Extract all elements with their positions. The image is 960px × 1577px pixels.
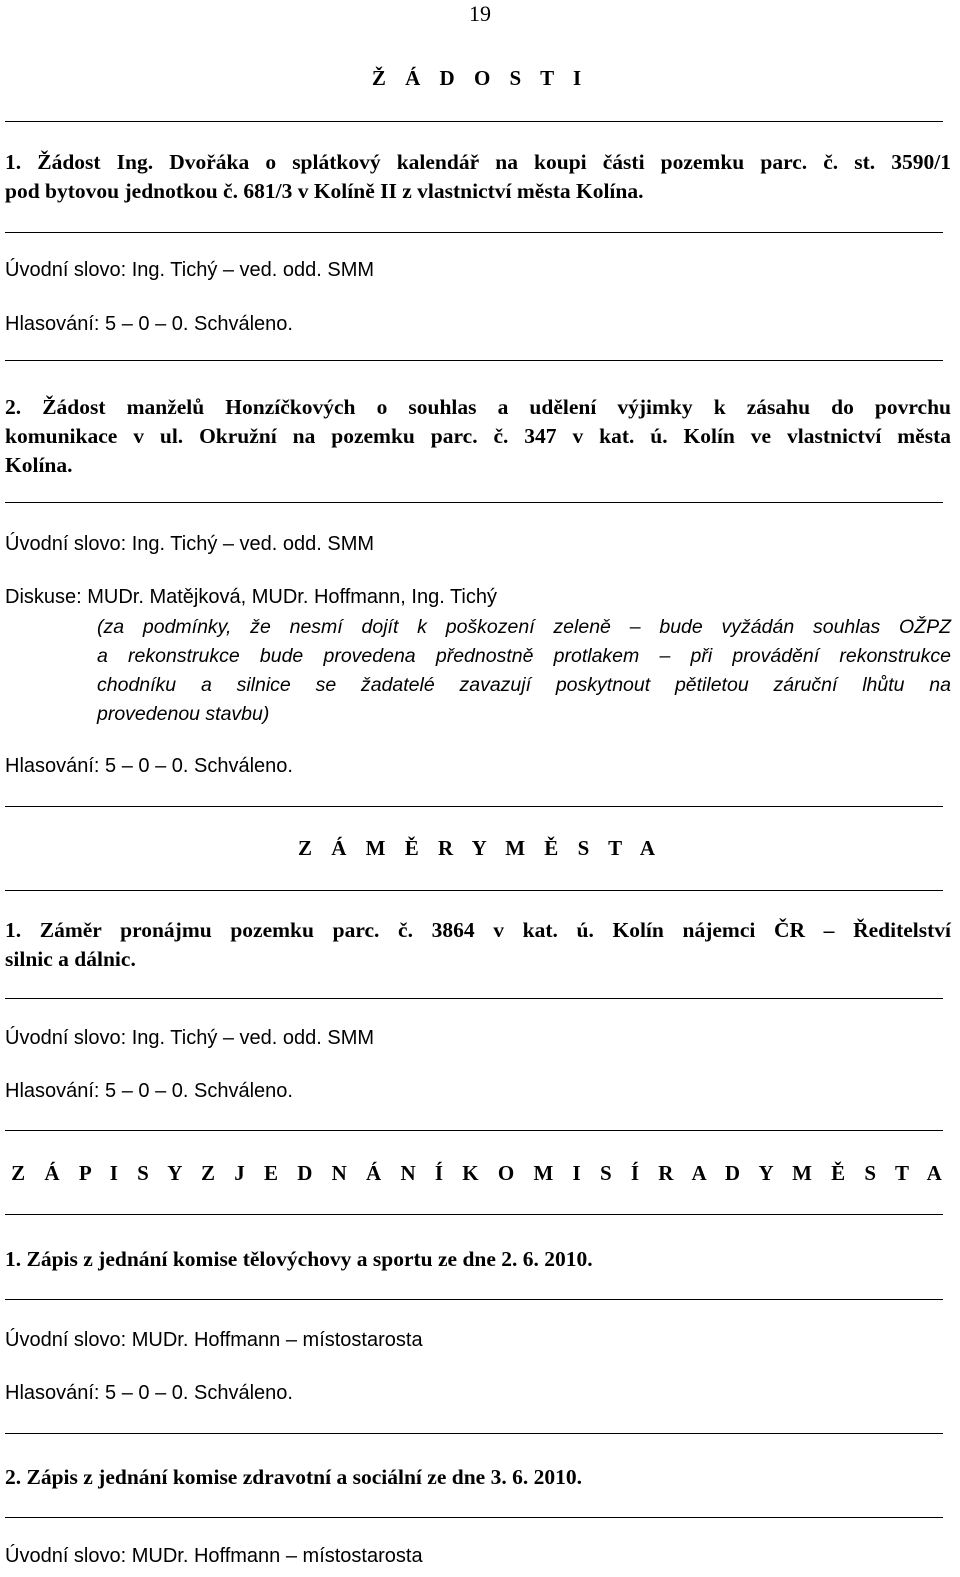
- discussion-note: [97, 613, 951, 729]
- note-line: chodníku a silnice se žadatelé zavazují poskytnout pětiletou záruční lhůtu na: [97, 674, 951, 696]
- intro-speaker: Úvodní slovo: MUDr. Hoffmann – místostarosta: [5, 1545, 423, 1567]
- item-line: 2. Žádost manželů Honzíčkových o souhlas a udělení výjimky k zásahu do povrchu: [5, 395, 951, 419]
- note-line: a rekonstrukce bude provedena přednostně protlakem – při provádění rekonstrukce: [97, 645, 951, 667]
- divider: [5, 121, 943, 122]
- item-line: 1. Záměr pronájmu pozemku parc. č. 3864 v kat. ú. Kolín nájemci ČR – Ředitelství: [5, 918, 951, 942]
- divider: [5, 1517, 943, 1518]
- item-line: pod bytovou jednotkou č. 681/3 v Kolíně II z vlastnictví města Kolína.: [5, 179, 644, 203]
- vote-result: Hlasování: 5 – 0 – 0. Schváleno.: [5, 755, 293, 777]
- page-number: 19: [469, 1, 491, 26]
- item-line: 1. Žádost Ing. Dvořáka o splátkový kalendář na koupi části pozemku parc. č. st. 3590/1: [5, 150, 951, 174]
- item-zapis-2-title: 2. Zápis z jednání komise zdravotní a sociální ze dne 3. 6. 2010.: [5, 1465, 582, 1489]
- section-heading-zadosti: Ž Á D O S T I: [371, 66, 589, 90]
- intro-speaker: Úvodní slovo: Ing. Tichý – ved. odd. SMM: [5, 259, 375, 281]
- section-heading-zapisy: Z Á P I S Y Z J E D N Á N Í K O M I S Í R A D Y M Ě S T A: [11, 1161, 949, 1185]
- note-line: provedenou stavbu): [97, 703, 270, 725]
- section-heading-zamery: Z Á M Ě R Y M Ě S T A: [297, 836, 663, 860]
- intro-speaker: Úvodní slovo: Ing. Tichý – ved. odd. SMM: [5, 1027, 375, 1049]
- item-zadost-2-title: [5, 393, 951, 480]
- item-zadost-1-title: [5, 148, 951, 206]
- divider: [5, 1299, 943, 1300]
- item-zapis-1-title: 1. Zápis z jednání komise tělovýchovy a sportu ze dne 2. 6. 2010.: [5, 1247, 593, 1271]
- discussion: Diskuse: MUDr. Matějková, MUDr. Hoffmann, Ing. Tichý: [5, 586, 498, 608]
- divider: [5, 232, 943, 233]
- divider: [5, 502, 943, 503]
- divider: [5, 806, 943, 807]
- intro-speaker: Úvodní slovo: MUDr. Hoffmann – místostarosta: [5, 1329, 423, 1351]
- item-zamer-1-title: [5, 916, 951, 974]
- note-line: (za podmínky, že nesmí dojít k poškození zeleně – bude vyžádán souhlas OŽPZ: [97, 616, 951, 638]
- divider: [5, 1433, 943, 1434]
- divider: [5, 998, 943, 999]
- vote-result: Hlasování: 5 – 0 – 0. Schváleno.: [5, 1080, 293, 1102]
- divider: [5, 1130, 943, 1131]
- divider: [5, 360, 943, 361]
- item-line: komunikace v ul. Okružní na pozemku parc. č. 347 v kat. ú. Kolín ve vlastnictví města: [5, 424, 951, 448]
- item-line: Kolína.: [5, 453, 73, 477]
- vote-result: Hlasování: 5 – 0 – 0. Schváleno.: [5, 1382, 293, 1404]
- intro-speaker: Úvodní slovo: Ing. Tichý – ved. odd. SMM: [5, 533, 375, 555]
- divider: [5, 1214, 943, 1215]
- vote-result: Hlasování: 5 – 0 – 0. Schváleno.: [5, 313, 293, 335]
- item-line: silnic a dálnic.: [5, 947, 136, 971]
- divider: [5, 890, 943, 891]
